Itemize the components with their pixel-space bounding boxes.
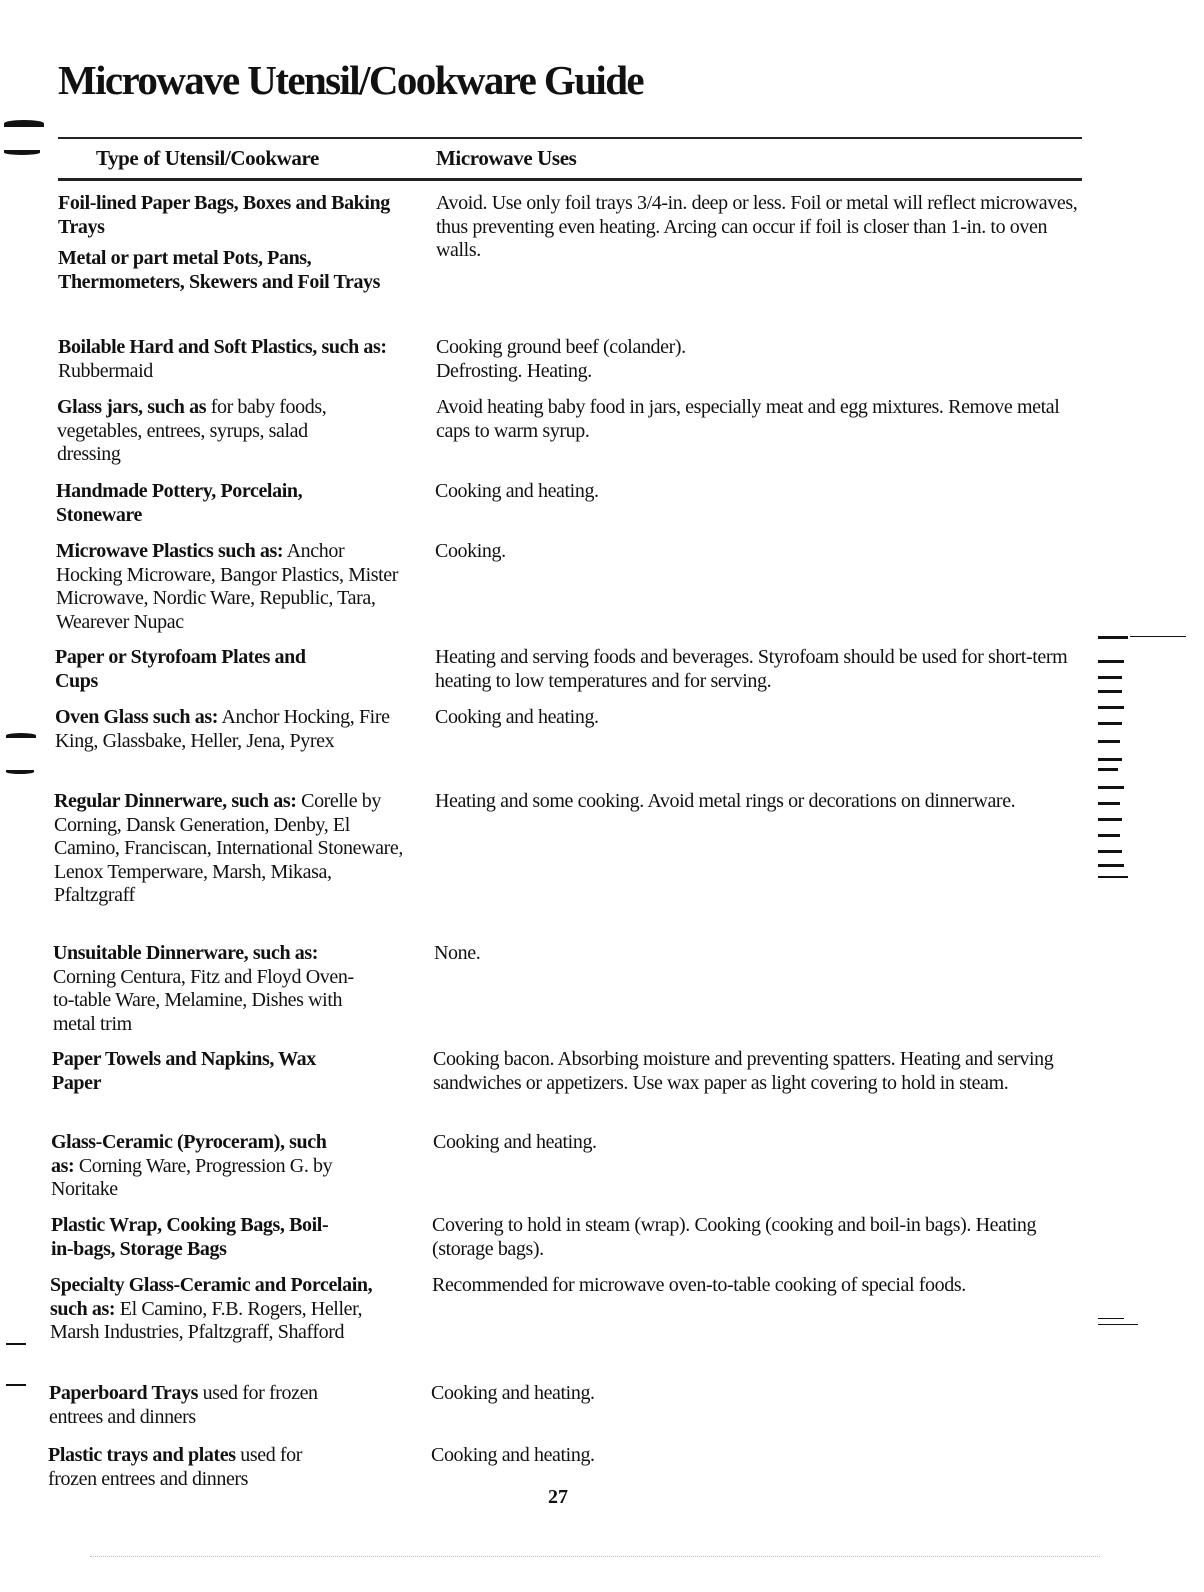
- page-title: Microwave Utensil/Cookware Guide: [58, 57, 644, 103]
- microwave-use: Cooking.: [435, 540, 506, 562]
- microwave-use: Heating and some cooking. Avoid metal rings or decorations on dinnerware.: [435, 790, 1016, 812]
- utensil-type: [54, 790, 404, 908]
- utensil-type: [51, 1214, 341, 1261]
- utensil-type: [57, 396, 367, 467]
- microwave-use: Cooking ground beef (colander). Defrosting. Heating.: [436, 336, 686, 382]
- utensil-type-bold: Handmade Pottery, Porcelain, Stoneware: [56, 480, 303, 526]
- utensil-type-bold: Microwave Plastics such as:: [56, 540, 284, 562]
- microwave-use: Cooking and heating.: [433, 1131, 597, 1153]
- header-bottom-rule: [58, 178, 1082, 181]
- utensil-type-detail: Anchor Hocking Microware, Bangor Plastics, Mister Microwave, Nordic Ware, Republic, Tara, Wearever Nupac: [56, 540, 399, 633]
- footer-divider: [90, 1556, 1100, 1557]
- utensil-type-detail: Corelle by Corning, Dansk Generation, Denby, El Camino, Franciscan, International Stoneware, Lenox Temperware, Marsh, Mikasa, Pfaltzgraff: [54, 790, 403, 906]
- utensil-type-bold: Glass-Ceramic (Pyroceram), such as:: [51, 1131, 327, 1177]
- utensil-type-detail: Corning Ware, Progression G. by Noritake: [51, 1154, 333, 1200]
- column-header-type: Type of Utensil/Cookware: [96, 146, 319, 170]
- utensil-type: [55, 646, 335, 693]
- utensil-type-bold: Boilable Hard and Soft Plastics, such as:: [58, 336, 387, 358]
- utensil-type: [58, 336, 408, 383]
- utensil-type: [51, 1131, 351, 1202]
- utensil-type: [56, 480, 356, 527]
- utensil-type: [50, 1274, 395, 1345]
- utensil-type-bold: Paper or Styrofoam Plates and Cups: [55, 646, 306, 692]
- utensil-type-detail: for baby foods, vegetables, entrees, syrups, salad dressing: [57, 396, 327, 465]
- utensil-type: [55, 706, 400, 753]
- utensil-type-detail: Rubbermaid: [58, 359, 153, 382]
- binding-mark: [4, 150, 40, 155]
- utensil-type: [53, 942, 363, 1036]
- utensil-type: [52, 1048, 342, 1095]
- microwave-use: Avoid. Use only foil trays 3/4-in. deep or less. Foil or metal will reflect microwaves, thus preventing even heating. Arcing can occur if foil is closer than 1-in. to oven walls.: [436, 192, 1078, 261]
- utensil-type-bold: Foil-lined Paper Bags, Boxes and Baking Trays: [58, 192, 390, 238]
- microwave-use: Cooking and heating.: [431, 1382, 595, 1404]
- utensil-type-detail: El Camino, F.B. Rogers, Heller, Marsh Industries, Pfaltzgraff, Shafford: [50, 1297, 363, 1343]
- utensil-type-detail: used for frozen entrees and dinners: [48, 1444, 303, 1490]
- microwave-use: Recommended for microwave oven-to-table cooking of special foods.: [432, 1274, 966, 1296]
- utensil-type: [56, 540, 406, 634]
- utensil-type-bold: Specialty Glass-Ceramic and Porcelain, such as:: [50, 1274, 373, 1320]
- microwave-use: Covering to hold in steam (wrap). Cooking (cooking and boil-in bags). Heating (storage bags).: [432, 1214, 1037, 1260]
- utensil-type-bold: Plastic Wrap, Cooking Bags, Boil-in-bags, Storage Bags: [51, 1214, 329, 1260]
- utensil-type-bold: Unsuitable Dinnerware, such as:: [53, 942, 319, 964]
- utensil-type-bold: Plastic trays and plates: [48, 1444, 236, 1466]
- utensil-type-detail: Corning Centura, Fitz and Floyd Oven-to-table Ware, Melamine, Dishes with metal trim: [53, 965, 354, 1035]
- utensil-type: [49, 1382, 359, 1429]
- binding-mark: [6, 1384, 26, 1386]
- utensil-type-bold: Paper Towels and Napkins, Wax Paper: [52, 1048, 316, 1094]
- binding-mark: [6, 770, 34, 774]
- microwave-use: Heating and serving foods and beverages. Styrofoam should be used for short-term heating to low temperatures and for serving.: [435, 646, 1068, 692]
- microwave-use: Cooking and heating.: [435, 706, 599, 728]
- microwave-use: Cooking and heating.: [431, 1444, 595, 1466]
- binding-mark: [6, 733, 36, 738]
- microwave-use: Cooking and heating.: [435, 480, 599, 502]
- binding-mark: [4, 120, 44, 127]
- utensil-type-detail: used for frozen entrees and dinners: [49, 1382, 318, 1428]
- binding-mark: [6, 1343, 26, 1345]
- microwave-use: Cooking bacon. Absorbing moisture and preventing spatters. Heating and serving sandwiches or appetizers. Use wax paper as light covering to hold in steam.: [433, 1048, 1054, 1094]
- utensil-type-bold: Paperboard Trays: [49, 1382, 198, 1404]
- microwave-use: Avoid heating baby food in jars, especially meat and egg mixtures. Remove metal caps to warm syrup.: [436, 396, 1060, 442]
- utensil-type-detail: Anchor Hocking, Fire King, Glassbake, Heller, Jena, Pyrex: [55, 706, 390, 752]
- microwave-use: None.: [434, 942, 481, 964]
- utensil-type-bold: Regular Dinnerware, such as:: [54, 790, 297, 812]
- utensil-type: [58, 192, 408, 294]
- column-header-uses: Microwave Uses: [436, 146, 577, 170]
- header-top-rule: [58, 137, 1082, 139]
- utensil-type-bold: Metal or part metal Pots, Pans, Thermometers, Skewers and Foil Trays: [58, 247, 381, 293]
- page-number: 27: [548, 1486, 568, 1508]
- utensil-type-bold: Glass jars, such as: [57, 396, 207, 418]
- utensil-type: [48, 1444, 348, 1491]
- utensil-type-bold: Oven Glass such as:: [55, 706, 218, 728]
